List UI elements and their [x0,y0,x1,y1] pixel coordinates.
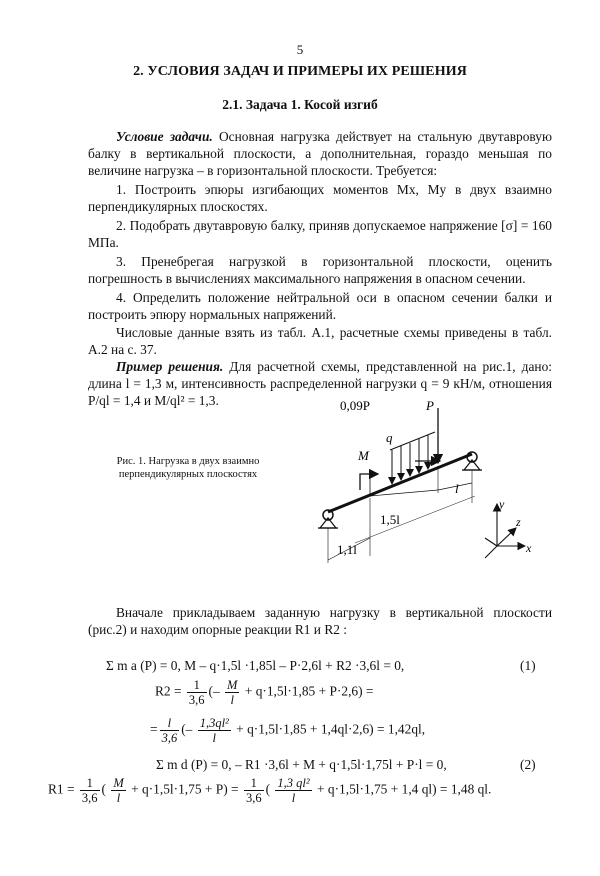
axis-z-label: z [516,515,521,529]
data-source-paragraph: Числовые данные взять из табл. А.1, расчетные схемы приведены в табл. А.2 на с. 37. [88,325,552,357]
task-item-3: 3. Пренебрегая нагрузкой в горизонтальной плоскости, оценить погрешность в вычислениях максимального напряжения в опасном сечении. [88,254,552,286]
label-p: P [426,398,434,413]
task-item-2: 2. Подобрать двутавровую балку, приняв допускаемое напряжение [σ] = 160 МПа. [88,218,552,250]
moment-m-arrow [360,474,378,490]
intro-paragraph: Вначале прикладываем заданную нагрузку в вертикальной плоскости (рис.2) и находим опорные реакции R1 и R2 : [88,605,552,637]
label-1-1l: 1,1l [337,542,357,557]
axes-icon [485,504,525,558]
label-q: q [386,430,393,445]
equation-1-number: (1) [520,658,536,673]
equation-2: Σ m d (P) = 0, – R1 ·3,6l + M + q·1,5l·1,75l + P·l = 0, [156,757,447,772]
label-m: M [358,448,369,463]
figure-caption: Рис. 1. Нагрузка в двух взаимно перпендикулярных плоскостях [116,456,260,480]
task-item-4: 4. Определить положение нейтральной оси в опасном сечении балки и построить эпюру нормальных напряжений. [88,290,552,322]
axis-x-label: x [526,541,532,555]
equation-r2-value: = $\frac{l}{3,6}$ (– $\frac{\text{1,3ql²}}{l}$ + q·1,5l·1,85 + 1,4ql·2,6) = 1,42ql, [150,716,426,745]
page-number: 5 [296,42,304,57]
beam-figure [300,378,550,578]
equation-r1: R1 = $\frac{1}{3,6}$ ( $\frac{M}{l}$ + q·1,5l·1,75 + P) = $\frac{1}{3,6}$ ( $\frac{\text{1,3 ql²}}{l}$ + q·1,5l·1,75 + 1,4 ql) = 1,48 ql. [48,776,492,805]
example-text: Для расчетной схемы, представленной на рис.1, дано: длина l = 1,3 м, интенсивность распределенной нагрузки q = 9 кН/м, отношения P/ql = 1,4 и M/ql² = 1,3. [88,359,552,408]
condition-text: Основная нагрузка действует на стальную двутавровую балку в вертикальной плоскости, а дополнительная, гораздо меньшая по величине нагрузка – в горизонтальной плоскости. Требуется: [88,129,552,178]
label-1-5l: 1,5l [380,512,400,527]
subsection-title: 2.1. Задача 1. Косой изгиб [222,97,378,112]
condition-label: Условие задачи. [116,129,213,144]
equation-r2: R2 = $\frac{1}{3,6}$ (– $\frac{M}{l}$ + q·1,5l·1,85 + P·2,6) = [155,678,374,707]
beam [328,454,472,512]
example-label: Пример решения. [116,359,224,374]
label-009p: 0,09P [340,398,370,413]
task-item-1: 1. Построить эпюры изгибающих моментов Mx, My в двух взаимно перпендикулярных плоскостях. [88,182,552,214]
condition-paragraph [88,128,552,179]
equation-1: Σ m a (P) = 0, M – q·1,5l ·1,85l – P·2,6l + R2 ·3,6l = 0, [106,658,405,673]
section-title: 2. УСЛОВИЯ ЗАДАЧ И ПРИМЕРЫ ИХ РЕШЕНИЯ [133,64,467,79]
equation-2-number: (2) [520,757,536,772]
axis-y-label: y [499,497,505,511]
label-l: l [455,481,459,496]
